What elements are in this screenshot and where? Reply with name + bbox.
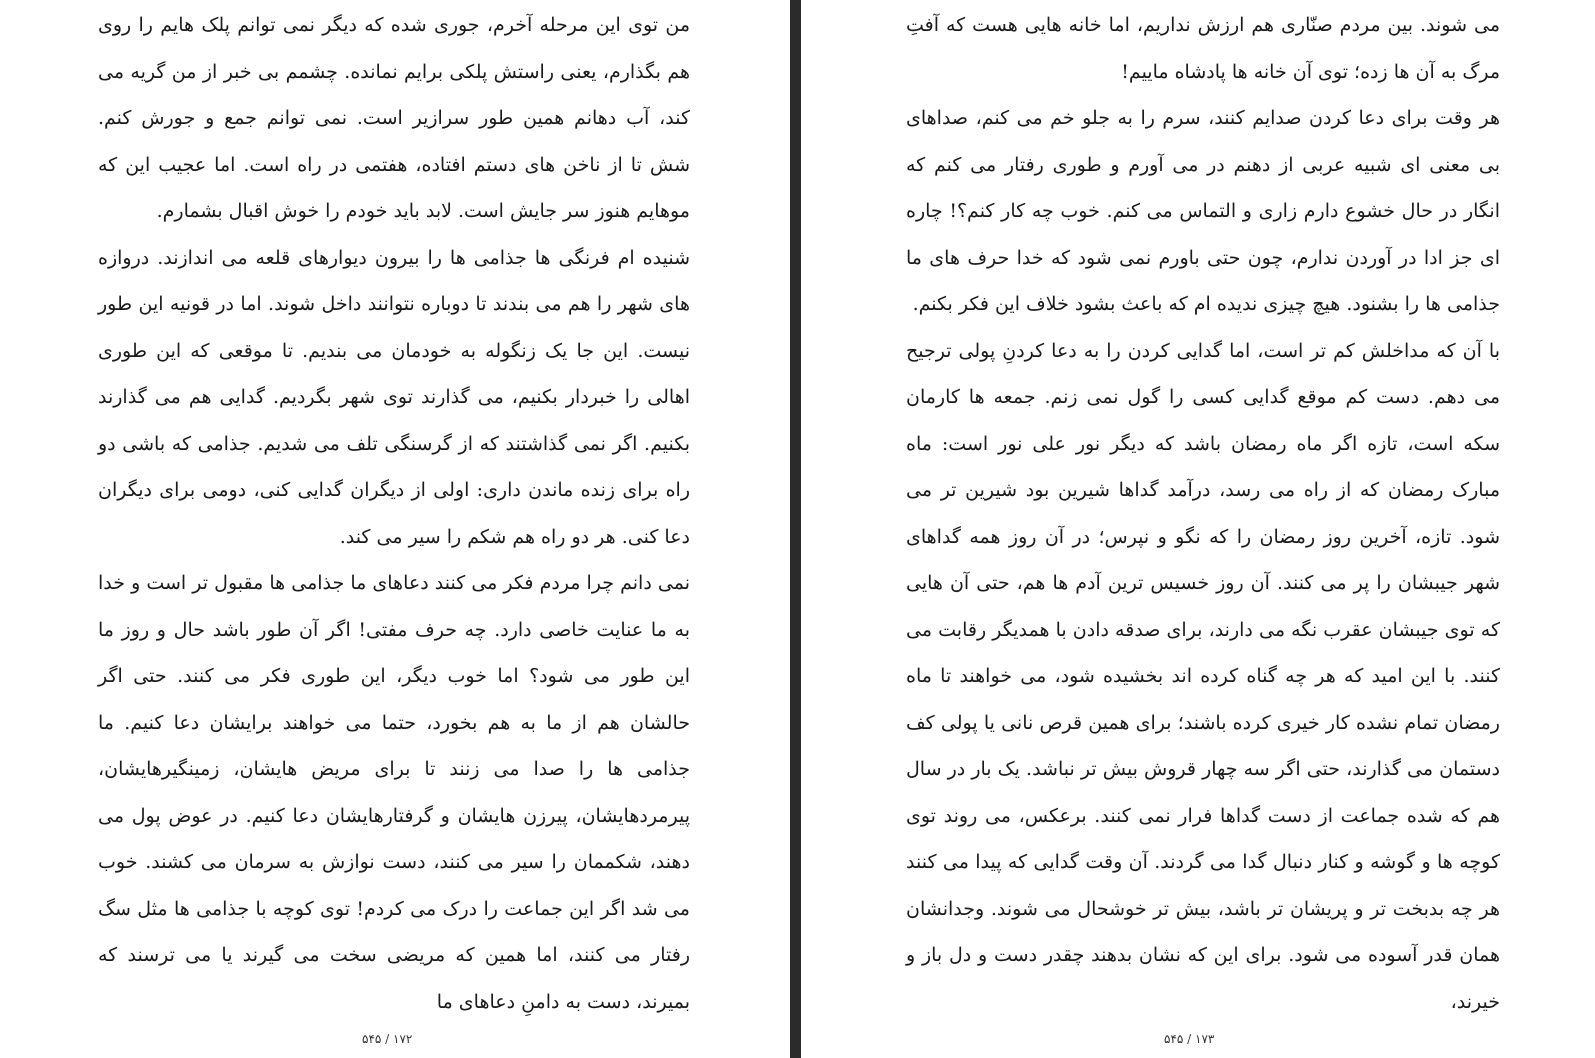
left-page-text [98,2,690,1025]
paragraph: می شوند. بین مردم صنّاری هم ارزش نداریم، اما خانه هایی هست که آفتِ مرگ به آن ها زده؛ توی آن خانه ها پادشاه ماییم! [906,14,1500,83]
paragraph: شنیده ام فرنگی ها جذامی ها را بیرون دیوارهای قلعه می اندازند. دروازه های شهر را هم می بندند تا دوباره نتوانند داخل شوند. اما در قونیه این طور نیست. این جا یک زنگوله به خودمان می بندیم. تا موقعی که این طوری اهالی را خبردار بکنیم، می گذارند توی شهر بگردیم. گدایی هم می گذارند بکنیم. اگر نمی گذاشتند که از گرسنگی تلف می شدیم. جذامی که باشی دو راه برای زنده ماندن داری: اولی از دیگران گدایی کنی، دومی برای دیگران دعا کنی. هر دو راه هم شکم را سیر می کند. [98,246,690,548]
right-page [801,0,1595,1058]
paragraph: نمی دانم چرا مردم فکر می کنند دعاهای ما جذامی ها مقبول تر است و خدا به ما عنایت خاصی دارد. چه حرف مفتی! اگر آن طور باشد حال و روز ما این طور می شود؟ اما خوب دیگر، این طوری فکر می کنند. حتی اگر حالشان هم از ما به هم بخورد، حتما می خواهند برایشان دعا کنیم. ما جذامی ها را صدا می زنند تا برای مریض هایشان، زمینگیرهایشان، پیرمردهایشان، پیرزن هایشان و گرفتارهایشان دعا کنیم. در عوض پول می دهند، شکممان را سیر می کنند، دست نوازش به سرمان می کشند. خوب می شد اگر این جماعت را درک می کردم! توی کوچه با جذامی ها مثل سگ رفتار می کنند، اما همین که مریضی سخت می گیرند یا می ترسند که بمیرند، دست به دامنِ دعاهای ما [98,572,690,1013]
right-page-text [906,2,1500,1025]
paragraph: هر وقت برای دعا کردن صدایم کنند، سرم را به جلو خم می کنم، صداهای بی معنی ای شبیه عربی از دهنم در می آورم و طوری رفتار می کنم که انگار در حال خشوع دارم زاری و التماس می کنم. خوب چه کار کنم؟! چاره ای جز ادا در آوردن ندارم، چون حتی باورم نمی شود که خدا حرف های ما جذامی ها را بشنود. هیچ چیزی ندیده ام که باعث بشود خلاف این فکر بکنم. [906,107,1500,315]
paragraph: من توی این مرحله آخرم، جوری شده که دیگر نمی توانم پلک هایم را روی هم بگذارم، یعنی راستش پلکی برایم نمانده. چشمم بی خبر از من گریه می کند، آب دهانم همین طور سرازیر است. نمی توانم جمع و جورش کنم. شش تا از ناخن های دستم افتاده، هفتمی در راه است. اما عجیب این که موهایم هنوز سر جایش است. لابد باید خودم را خوش اقبال بشمارم. [98,14,690,222]
page-number: ۱۷۲ / ۵۴۵ [362,1032,413,1046]
book-spine-divider [790,0,801,1058]
page-number: ۱۷۳ / ۵۴۵ [1164,1032,1215,1046]
left-page [0,0,790,1058]
paragraph: با آن که مداخلش کم تر است، اما گدایی کردن را به دعا کردنِ پولی ترجیح می دهم. دست کم موقع گدایی کسی را گول نمی زنم. جمعه ها کارمان سکه است، تازه اگر ماه رمضان باشد که دیگر نور علی نور است: ماه مبارک رمضان که از راه می رسد، درآمد گداها شیرین بود شیرین تر می شود. تازه، آخرین روز رمضان را که نگو و نپرس؛ در آن روز همه گداهای شهر جیبشان را پر می کنند. آن روز خسیس ترین آدم ها هم، حتی آن هایی که توی جیبشان عقرب نگه می دارند، برای صدقه دادن با همدیگر رقابت می کنند. با این امید که هر چه گناه کرده اند بخشیده شود، می خواهند تا ماه رمضان تمام نشده کار خیری کرده باشند؛ برای همین قرص نانی یا پولی کف دستمان می گذارند، حتی اگر سه چهار قروش بیش تر نباشد. یک بار در سال هم که شده جماعت از دست گداها فرار نمی کنند. برعکس، می روند توی کوچه ها و گوشه و کنار دنبال گدا می گردند. آن وقت گدایی که پیدا می کنند هر چه بدبخت تر و پریشان تر باشد، بیش تر خوشحال می شوند. وجدانشان همان قدر آسوده می شود. برای این که نشان بدهند چقدر دست و دل باز و خیرند، [906,339,1500,1013]
